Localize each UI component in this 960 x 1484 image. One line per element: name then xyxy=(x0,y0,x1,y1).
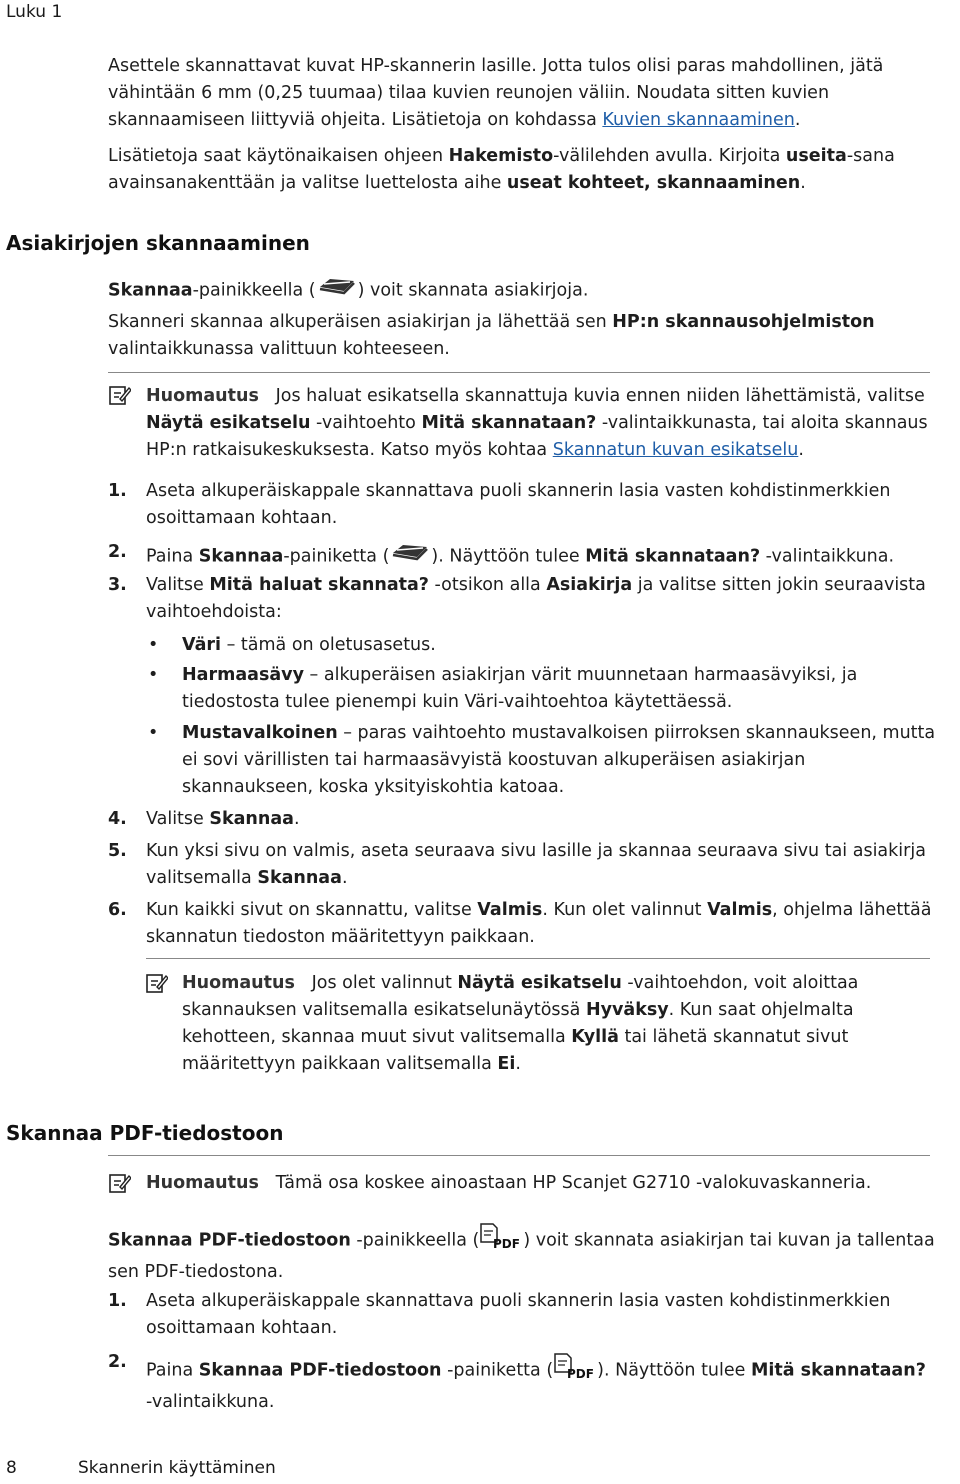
section-heading-asiakirjojen: Asiakirjojen skannaaminen xyxy=(6,231,310,255)
list-item: Harmaasävy – alkuperäisen asiakirjan värit muunnetaan harmaasävyiksi, ja tiedostosta tulee pienempi kuin Väri-vaihtoehtoa käytettäessä. xyxy=(182,665,858,712)
list-item: Väri – tämä on oletusasetus. xyxy=(182,635,436,655)
bullet-icon: • xyxy=(148,665,159,685)
step-number: 5. xyxy=(108,841,127,861)
step-number: 2. xyxy=(108,542,127,562)
intro-paragraph-2: Lisätietoja saat käytönaikaisen ohjeen Hakemisto-välilehden avulla. Kirjoita useita-sana avainsanakenttään ja valitse luettelosta aihe useat kohteet, skannaaminen. xyxy=(108,146,895,193)
scan-to-pdf-icon xyxy=(553,1352,597,1389)
pdf-step-1: Aseta alkuperäiskappale skannattava puoli skannerin lasia vasten kohdistinmerkkien osoittamaan kohtaan. xyxy=(146,1291,891,1338)
link-kuvien-skannaaminen[interactable]: Kuvien skannaaminen xyxy=(602,110,795,130)
step-6: Kun kaikki sivut on skannattu, valitse Valmis. Kun olet valinnut Valmis, ohjelma lähettää skannatun tiedoston määritettyyn paikkaan. xyxy=(146,900,932,947)
section1-paragraph-2: Skanneri skannaa alkuperäisen asiakirjan ja lähettää sen HP:n skannausohjelmiston valintaikkunassa valittuun kohteeseen. xyxy=(108,312,875,359)
note-divider xyxy=(108,1155,930,1156)
note-pencil-icon xyxy=(109,1172,131,1194)
footer-title: Skannerin käyttäminen xyxy=(78,1458,276,1478)
link-skannatun-kuvan-esikatselu[interactable]: Skannatun kuvan esikatselu xyxy=(552,440,799,460)
step-number: 1. xyxy=(108,481,127,501)
step-number: 1. xyxy=(108,1291,127,1311)
step-number: 3. xyxy=(108,575,127,595)
intro-paragraph-1: Asettele skannattavat kuvat HP-skannerin lasille. Jotta tulos olisi paras mahdollinen, jätä vähintään 6 mm (0,25 tuumaa) tilaa kuvien reunojen väliin. Noudata sitten kuvien skannaamiseen liittyviä ohjeita. Lisätietoja on kohdassa Kuvien skannaaminen. xyxy=(108,56,884,130)
note-3: Huomautus Tämä osa koskee ainoastaan HP Scanjet G2710 -valokuvaskanneria. xyxy=(146,1173,872,1193)
step-number: 6. xyxy=(108,900,127,920)
list-item: Mustavalkoinen – paras vaihtoehto mustavalkoisen piirroksen skannaukseen, mutta ei sovi värillisten tai harmaasävyistä koostuvan alkuperäisen asiakirjan skannaukseen, koska yksityiskohtia katoaa. xyxy=(182,723,936,797)
step-number: 4. xyxy=(108,809,127,829)
step-number: 2. xyxy=(108,1352,127,1372)
scan-to-pdf-icon xyxy=(479,1222,523,1259)
chapter-label: Luku 1 xyxy=(6,2,63,22)
note-divider xyxy=(146,958,930,959)
section1-paragraph-1: Skannaa-painikkeella ( ) voit skannata asiakirjoja. xyxy=(108,273,936,308)
svg-text:PDF: PDF xyxy=(493,1237,521,1250)
scan-button-icon xyxy=(389,539,431,574)
note-pencil-icon xyxy=(146,972,168,994)
pdf-step-2: Paina Skannaa PDF-tiedostoon -painiketta ( PDF ). Näyttöön tulee Mitä skannataan? -valintaikkuna. xyxy=(146,1352,936,1416)
page-number: 8 xyxy=(6,1458,17,1478)
step-3: Valitse Mitä haluat skannata? -otsikon alla Asiakirja ja valitse sitten jokin seuraavista vaihtoehdoista: xyxy=(146,575,926,622)
note-1: Huomautus Jos haluat esikatsella skannattuja kuvia ennen niiden lähettämistä, valitse Näytä esikatselu -vaihtoehto Mitä skannataan? -valintaikkunasta, tai aloita skannaus HP:n ratkaisukeskuksesta. Katso myös kohtaa Skannatun kuvan esikatselu. xyxy=(146,386,928,460)
note-divider xyxy=(108,372,930,373)
note-pencil-icon xyxy=(109,384,131,406)
step-2: Paina Skannaa-painiketta ( ). Näyttöön tulee Mitä skannataan? -valintaikkuna. xyxy=(146,539,936,574)
step-4: Valitse Skannaa. xyxy=(146,809,300,829)
step-5: Kun yksi sivu on valmis, aseta seuraava sivu lasille ja skannaa seuraava sivu tai asiakirja valitsemalla Skannaa. xyxy=(146,841,926,888)
step-1: Aseta alkuperäiskappale skannattava puoli skannerin lasia vasten kohdistinmerkkien osoittamaan kohtaan. xyxy=(146,481,891,528)
svg-text:PDF: PDF xyxy=(567,1367,595,1380)
bullet-icon: • xyxy=(148,635,159,655)
section2-paragraph-1: Skannaa PDF-tiedostoon -painikkeella ( PDF ) voit skannata asiakirjan tai kuvan ja tallentaa sen PDF-tiedostona. xyxy=(108,1222,936,1286)
bullet-icon: • xyxy=(148,723,159,743)
section-heading-pdf: Skannaa PDF-tiedostoon xyxy=(6,1121,284,1145)
note-2: Huomautus Jos olet valinnut Näytä esikatselu -vaihtoehdon, voit aloittaa skannauksen valitsemalla esikatselunäytössä Hyväksy. Kun saat ohjelmalta kehotteen, skannaa muut sivut valitsemalla Kyllä tai lähetä skannatut sivut määritettyyn paikkaan valitsemalla Ei. xyxy=(182,973,859,1074)
scan-button-icon xyxy=(316,273,358,308)
